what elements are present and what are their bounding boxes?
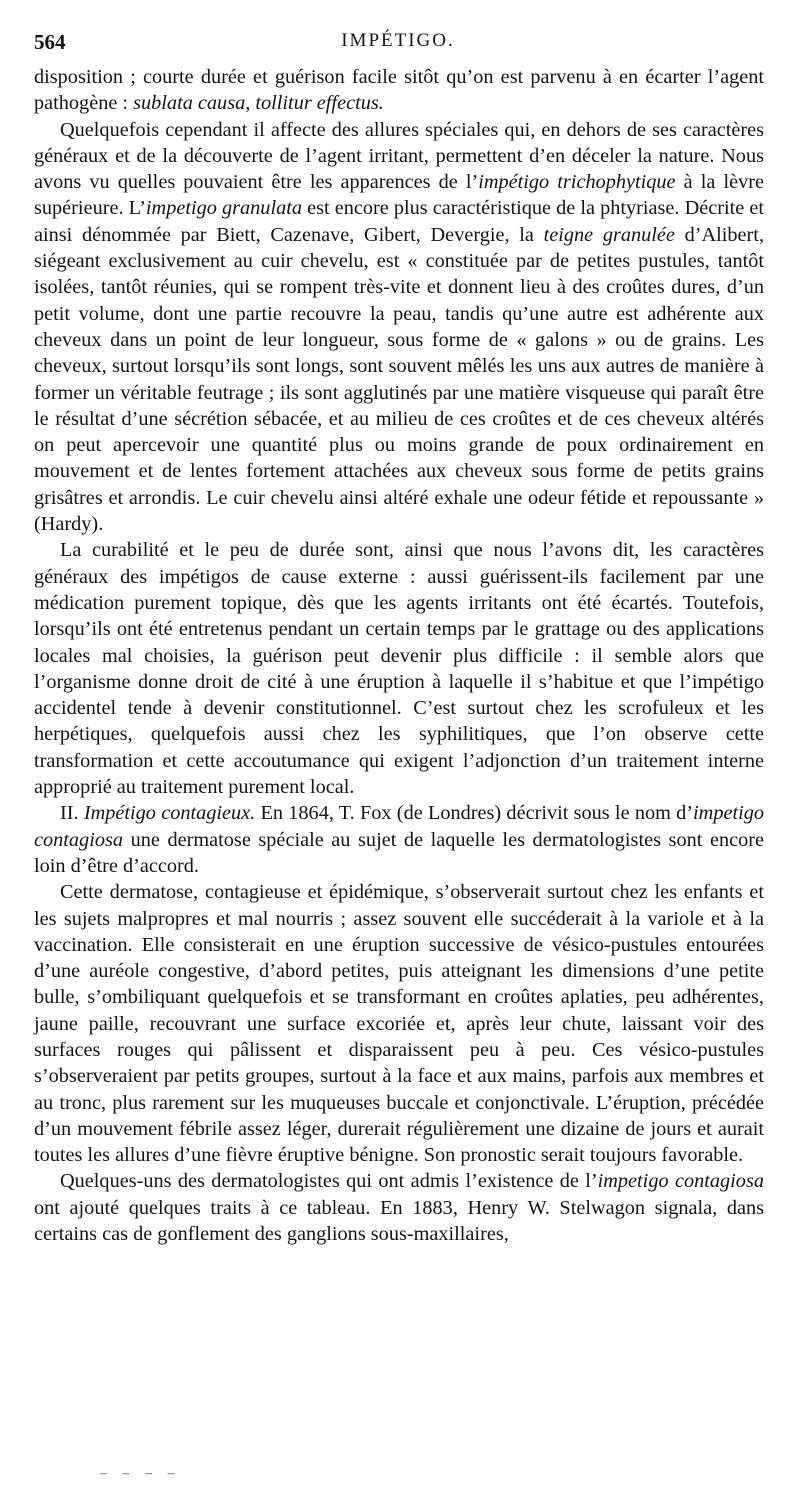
text-segment: une dermatose spéciale au sujet de laquelle les dermatologistes sont encore loin d’être d’accord. (34, 828, 764, 877)
text-segment: disposition ; courte durée et guérison facile sitôt qu’on est parvenu à en écarter l’agent pathogène : (34, 66, 764, 115)
italic-text: impetigo contagiosa (34, 802, 765, 851)
paragraph (34, 64, 764, 117)
paragraph (34, 537, 764, 800)
footer-marks: – – – – (100, 1466, 181, 1481)
text-segment: En 1864, T. Fox (de Londres) décrivit sous le nom d’ (255, 802, 694, 825)
text-segment: Cette dermatose, contagieuse et épidémique, s’observerait surtout chez les enfants et les sujets malpropres et mal nourris ; assez souvent elle succéderait à la variole et à la vaccination. Elle consisterait en une éruption successive de vésico-pustules entourées d’une auréole congestive, d’abord petites, puis atteignant les dimensions d’une petite bulle, s’ombiliquant quelquefois et se transformant en croûtes aplaties, peu adhérentes, jaune paille, recouvrant une surface excoriée et, après leur chute, laissant voir des surfaces rouges qui pâlissent et disparaissent peu à peu. Ces vésico-pustules s’observeraient par petits groupes, surtout à la face et aux mains, parfois aux membres et au tronc, plus rarement sur les muqueuses buccale et conjonctivale. L’éruption, précédée d’un mouvement fébrile assez léger, durerait régulièrement une dizaine de jours et aurait toutes les allures d’une fièvre éruptive bénigne. Son pronostic serait toujours favorable. (34, 881, 764, 1167)
italic-text: Impétigo contagieux. (83, 802, 256, 825)
text-segment: La curabilité et le peu de durée sont, ainsi que nous l’avons dit, les caractères généraux des impétigos de cause externe : aussi guérissent-ils facilement par une médication purement topique, dès que les agents irritants ont été écartés. Toutefois, lorsqu’ils ont été entretenus pendant un certain temps par le grattage ou des applications locales mal choisies, la guérison peut devenir plus difficile : il semble alors que l’organisme donne droit de cité à une éruption à laquelle il s’habitue et que l’impétigo accidentel tende à devenir constitutionnel. C’est surtout chez les scrofuleux et les herpétiques, quelquefois aussi chez les syphilitiques, que l’on observe cette transformation et cette accoutumance qui exigent l’adjonction d’un traitement interne approprié au traitement purement local. (34, 539, 764, 799)
italic-text: impetigo granulata (145, 197, 302, 220)
text-segment: Quelques-uns des dermatologistes qui ont admis l’existence de l’ (60, 1170, 598, 1193)
page-header (34, 30, 762, 58)
page-number: 564 (34, 30, 66, 54)
text-segment: Quelquefois cependant il affecte des allures spéciales qui, en dehors de ses caractères généraux et de la découverte de l’agent irritant, permettent d’en déceler la nature. Nous avons vu quelles pouvaient être les apparences de l’ (34, 118, 764, 194)
text-segment: à la lèvre supérieure. L’ (34, 171, 764, 220)
italic-text: sublata causa, tollitur effectus. (133, 92, 384, 115)
italic-text: impétigo trichophytique (478, 171, 676, 194)
text-segment: II. (60, 802, 84, 825)
paragraph (34, 879, 764, 1168)
paragraph (34, 1168, 764, 1247)
text-segment: ont ajouté quelques traits à ce tableau. En 1883, Henry W. Stelwagon signala, dans certains cas de gonflement des ganglions sous-maxillaires, (34, 1196, 764, 1246)
italic-text: impetigo contagiosa (597, 1170, 764, 1193)
text-segment: est encore plus caractéristique de la phtyriase. Décrite et ainsi dénommée par Biett, Cazenave, Gibert, Devergie, la (34, 197, 764, 246)
italic-text: teigne granulée (543, 223, 675, 246)
paragraph (34, 800, 764, 879)
paragraph (34, 117, 764, 538)
running-title: IMPÉTIGO. (341, 30, 455, 51)
page-body (34, 64, 764, 1247)
text-segment: d’Alibert, siégeant exclusivement au cuir chevelu, est « constituée par de petites pustules, tantôt isolées, tantôt réunies, qui se rompent très-vite et donnent lieu à des croûtes dures, d’un petit volume, dont une partie recouvre la peau, tandis qu’une autre est adhérente aux cheveux dans un point de leur longueur, sous forme de « galons » ou de grains. Les cheveux, surtout lorsqu’ils sont longs, sont souvent mêlés les uns aux autres de manière à former un véritable feutrage ; ils sont agglutinés par une matière visqueuse qui paraît être le résultat d’une sécrétion sébacée, et au milieu de ces croûtes et de ces cheveux altérés on peut apercevoir une quantité plus ou moins grande de poux ordinairement en mouvement et de lentes fortement attachées aux cheveux sous forme de petits grains grisâtres et arrondis. Le cuir chevelu ainsi altéré exhale une odeur fétide et repoussante » (Hardy). (34, 223, 765, 536)
